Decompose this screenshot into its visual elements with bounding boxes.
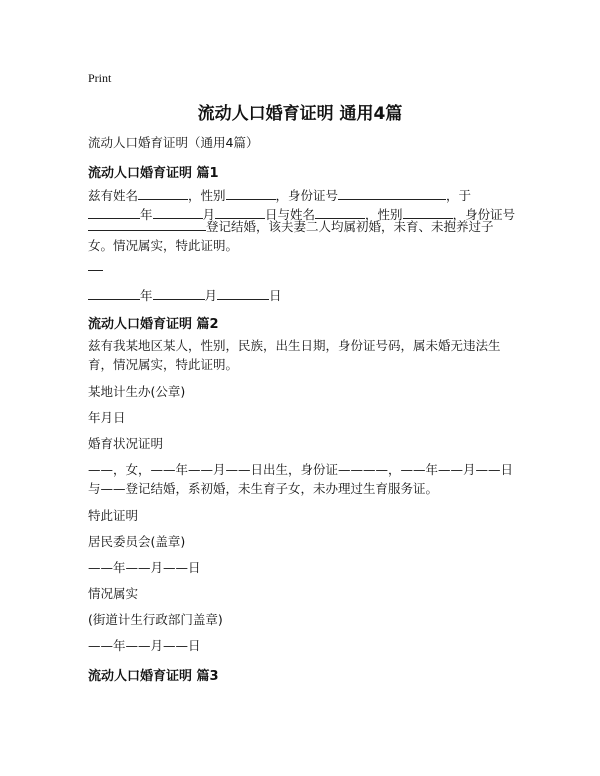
date-year-blank	[88, 287, 140, 300]
print-link[interactable]: Print	[88, 71, 112, 85]
section-1-line-3	[88, 217, 518, 255]
id-number-blank	[338, 187, 446, 200]
document-subtitle: 流动人口婚育证明（通用4篇）	[88, 135, 259, 150]
section-2-heading: 流动人口婚育证明 篇2	[88, 317, 219, 332]
field-label: 年	[140, 207, 153, 222]
field-label: ，于	[446, 188, 472, 203]
section-1-date	[88, 286, 282, 304]
signature-dash	[88, 270, 103, 271]
section-2-paragraph-10: (街道计生行政部门盖章)	[88, 612, 223, 627]
spouse-id-blank	[88, 218, 206, 231]
field-label: ，性别	[365, 207, 403, 222]
field-label: 兹有姓名	[88, 188, 139, 203]
section-3-heading: 流动人口婚育证明 篇3	[88, 669, 219, 684]
field-label: 月	[202, 207, 216, 222]
date-label: 日	[269, 288, 282, 303]
date-day-blank	[217, 287, 269, 300]
field-label: ，身份证号	[275, 188, 339, 203]
section-2-paragraph-8: ——年——月——日	[88, 560, 201, 575]
date-month-blank	[153, 287, 205, 300]
field-label: 日与姓名	[265, 207, 316, 222]
field-label: ，身份证号	[452, 207, 516, 222]
date-label: 年	[140, 288, 153, 303]
section-2-paragraph-2: 某地计生办(公章)	[88, 384, 186, 399]
section-2-paragraph-9: 情况属实	[88, 586, 139, 601]
section-1-statement: 登记结婚，该夫妻二人均属初婚，未育、未抱养过子女。情况属实，特此证明。	[88, 219, 494, 253]
section-1-line-1	[88, 186, 471, 204]
section-1-heading: 流动人口婚育证明 篇1	[88, 166, 219, 181]
section-2-paragraph-6: 特此证明	[88, 508, 139, 523]
gender-blank	[226, 187, 276, 200]
page-title: 流动人口婚育证明 通用4篇	[197, 104, 403, 124]
date-label: 月	[204, 288, 218, 303]
section-2-paragraph-3: 年月日	[88, 410, 126, 425]
section-2-paragraph-5: ——，女，——年——月——日出生，身份证————，——年——月——日与——登记结婚，系初婚，未生育子女，未办理过生育服务证。	[88, 462, 514, 496]
field-label: ，性别	[188, 188, 226, 203]
section-2-paragraph-1: 兹有我某地区某人，性别，民族，出生日期，身份证号码，属未婚无违法生育，情况属实，特此证明。	[88, 338, 501, 372]
section-2-paragraph-7: 居民委员会(盖章)	[88, 534, 186, 549]
section-2-paragraph-4: 婚育状况证明	[88, 436, 164, 451]
name-blank	[138, 187, 188, 200]
section-2-paragraph-11: ——年——月——日	[88, 638, 201, 653]
